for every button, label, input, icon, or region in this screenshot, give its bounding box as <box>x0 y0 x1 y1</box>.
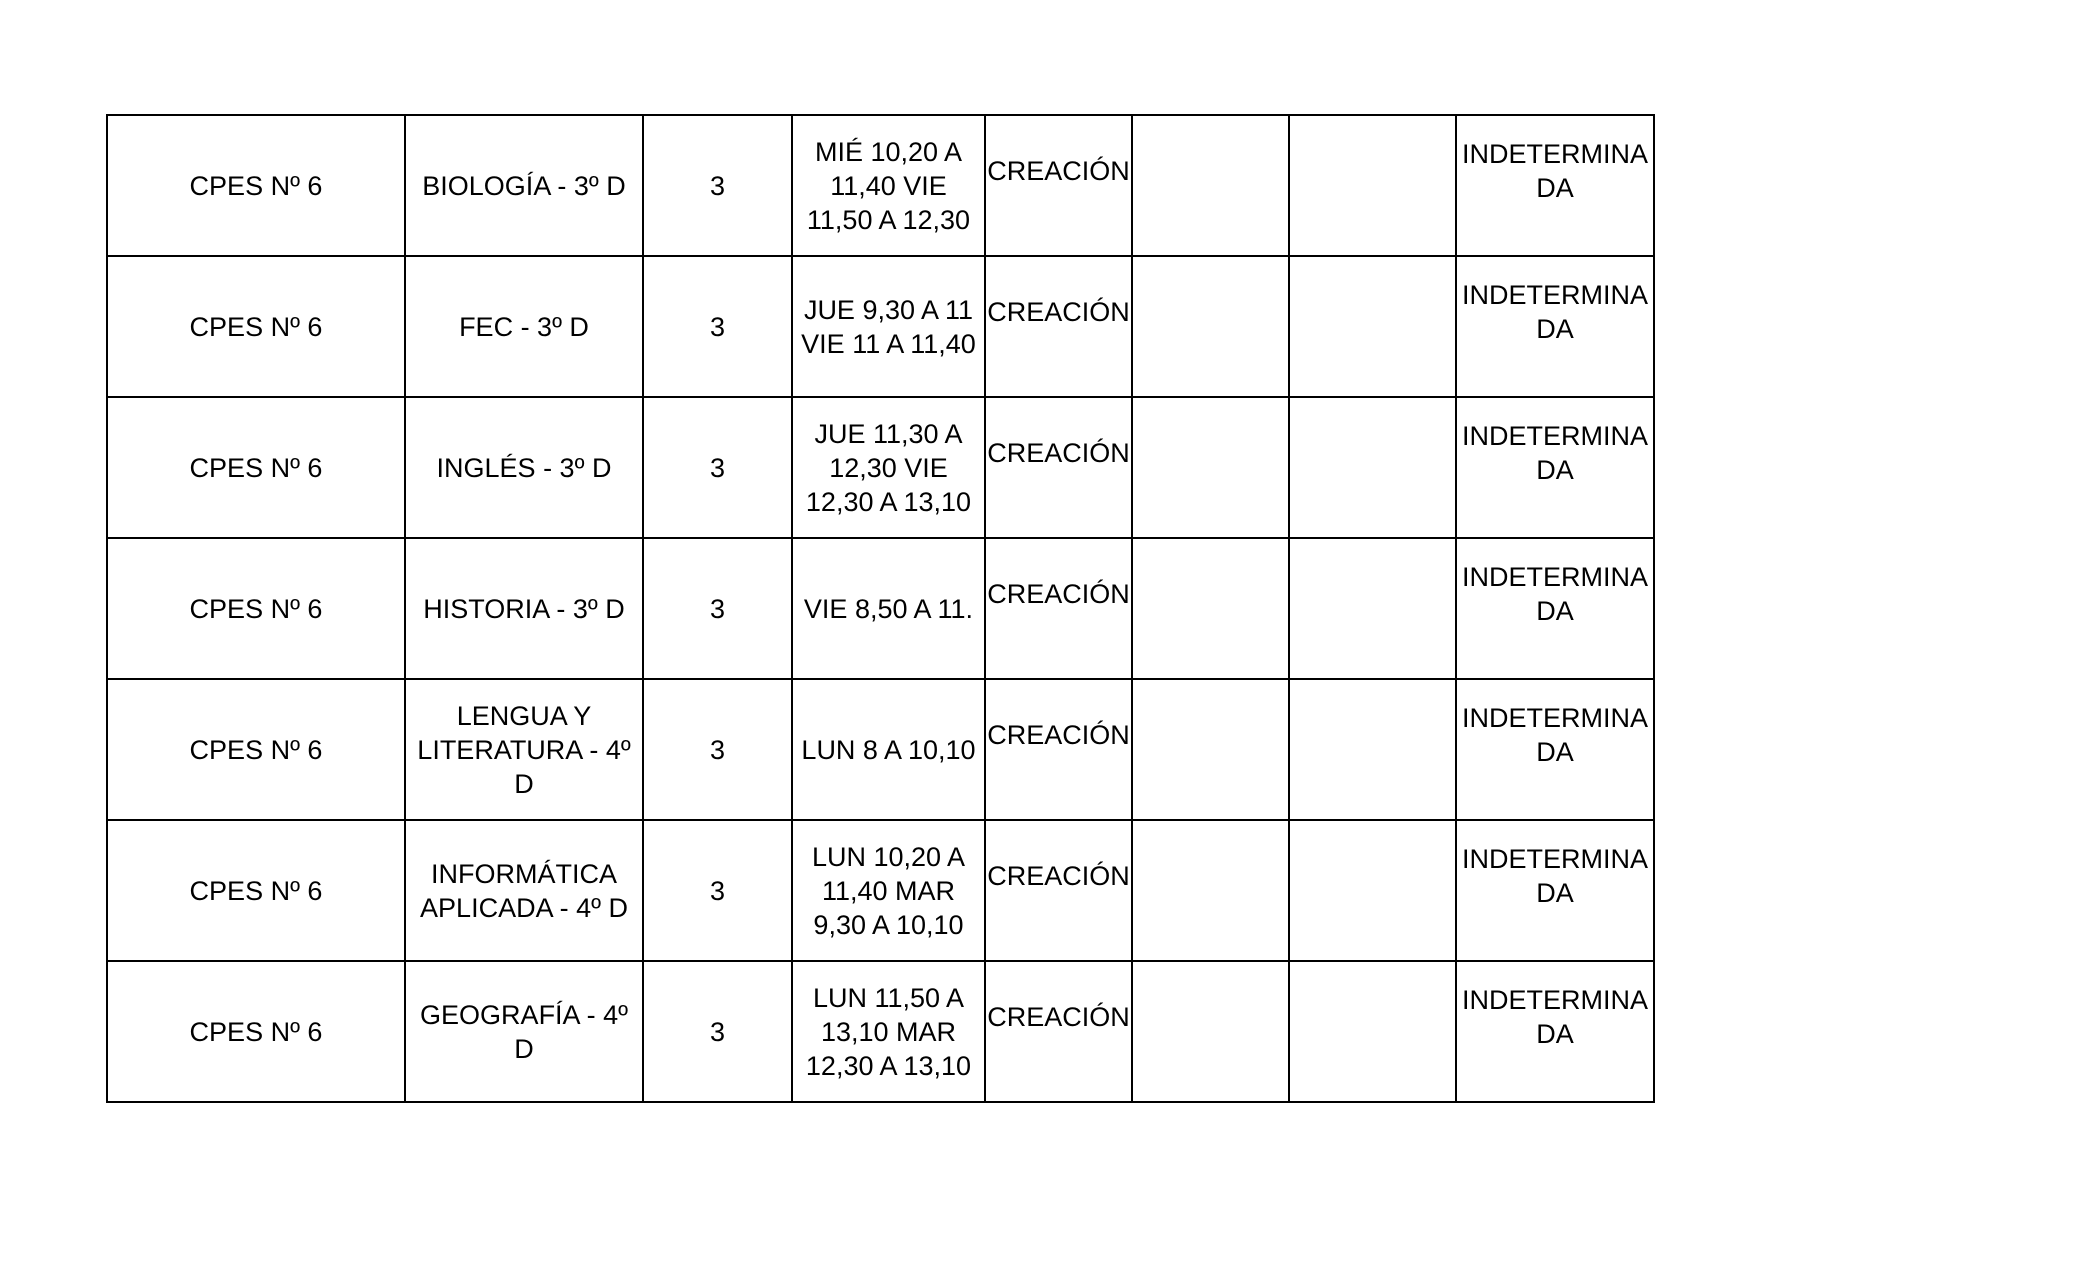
type-text: CREACIÓN <box>987 437 1130 468</box>
type-cell <box>985 820 1132 961</box>
table-row <box>107 397 1654 538</box>
empty-cell <box>1132 538 1289 679</box>
school-text: CPES Nº 6 <box>189 311 323 342</box>
empty-cell <box>1132 961 1289 1102</box>
type-text: CREACIÓN <box>987 719 1130 750</box>
duration-cell <box>1456 679 1654 820</box>
table-body <box>107 115 1654 1102</box>
duration-cell <box>1456 115 1654 256</box>
school-text: CPES Nº 6 <box>189 593 323 624</box>
subject-text: FEC - 3º D <box>459 311 589 342</box>
duration-text: INDETERMINADA <box>1461 702 1648 767</box>
school-cell <box>107 397 405 538</box>
school-text: CPES Nº 6 <box>189 452 323 483</box>
hours-text: 3 <box>709 452 726 483</box>
empty-cell <box>1289 115 1456 256</box>
empty-cell <box>1132 115 1289 256</box>
type-cell <box>985 961 1132 1102</box>
duration-cell <box>1456 820 1654 961</box>
schedule-cell <box>792 538 985 679</box>
subject-cell <box>405 961 643 1102</box>
hours-cell <box>643 679 792 820</box>
hours-text: 3 <box>709 311 726 342</box>
school-text: CPES Nº 6 <box>189 734 323 765</box>
hours-text: 3 <box>709 734 726 765</box>
empty-cell <box>1289 538 1456 679</box>
table-row <box>107 256 1654 397</box>
hours-cell <box>643 961 792 1102</box>
school-text: CPES Nº 6 <box>189 875 323 906</box>
subject-cell <box>405 397 643 538</box>
schedule-text: LUN 8 A 10,10 <box>801 734 976 765</box>
table-row <box>107 679 1654 820</box>
subject-cell <box>405 538 643 679</box>
type-text: CREACIÓN <box>987 860 1130 891</box>
subject-text: HISTORIA - 3º D <box>423 593 625 624</box>
subject-cell <box>405 679 643 820</box>
duration-text: INDETERMINADA <box>1461 420 1648 485</box>
hours-cell <box>643 256 792 397</box>
empty-cell <box>1289 820 1456 961</box>
schedule-table <box>106 114 1655 1103</box>
schedule-text: MIÉ 10,20 A 11,40 VIE 11,50 A 12,30 <box>806 136 971 235</box>
duration-text: INDETERMINADA <box>1461 561 1648 626</box>
duration-cell <box>1456 256 1654 397</box>
school-cell <box>107 820 405 961</box>
school-text: CPES Nº 6 <box>189 170 323 201</box>
type-text: CREACIÓN <box>987 155 1130 186</box>
empty-cell <box>1132 397 1289 538</box>
school-cell <box>107 679 405 820</box>
table-row <box>107 115 1654 256</box>
table-row <box>107 961 1654 1102</box>
duration-cell <box>1456 961 1654 1102</box>
table-row <box>107 820 1654 961</box>
schedule-cell <box>792 961 985 1102</box>
type-text: CREACIÓN <box>987 578 1130 609</box>
type-text: CREACIÓN <box>987 296 1130 327</box>
duration-text: INDETERMINADA <box>1461 843 1648 908</box>
school-cell <box>107 256 405 397</box>
type-cell <box>985 397 1132 538</box>
schedule-cell <box>792 679 985 820</box>
empty-cell <box>1132 820 1289 961</box>
hours-text: 3 <box>709 170 726 201</box>
schedule-text: VIE 8,50 A 11. <box>803 593 974 624</box>
duration-cell <box>1456 538 1654 679</box>
duration-text: INDETERMINADA <box>1461 984 1648 1049</box>
school-text: CPES Nº 6 <box>189 1016 323 1047</box>
subject-cell <box>405 256 643 397</box>
type-cell <box>985 538 1132 679</box>
hours-text: 3 <box>709 1016 726 1047</box>
schedule-cell <box>792 397 985 538</box>
subject-cell <box>405 820 643 961</box>
duration-text: INDETERMINADA <box>1461 279 1648 344</box>
schedule-cell <box>792 115 985 256</box>
empty-cell <box>1132 679 1289 820</box>
subject-text: GEOGRAFÍA - 4º D <box>420 999 628 1064</box>
schedule-text: LUN 11,50 A 13,10 MAR 12,30 A 13,10 <box>805 982 972 1081</box>
hours-cell <box>643 115 792 256</box>
subject-text: INGLÉS - 3º D <box>436 452 612 483</box>
empty-cell <box>1289 961 1456 1102</box>
empty-cell <box>1132 256 1289 397</box>
hours-cell <box>643 538 792 679</box>
duration-cell <box>1456 397 1654 538</box>
empty-cell <box>1289 397 1456 538</box>
type-cell <box>985 115 1132 256</box>
type-cell <box>985 679 1132 820</box>
schedule-cell <box>792 256 985 397</box>
schedule-cell <box>792 820 985 961</box>
empty-cell <box>1289 679 1456 820</box>
school-cell <box>107 115 405 256</box>
subject-text: LENGUA Y LITERATURA - 4º D <box>417 700 631 799</box>
school-cell <box>107 538 405 679</box>
duration-text: INDETERMINADA <box>1461 138 1648 203</box>
school-cell <box>107 961 405 1102</box>
type-cell <box>985 256 1132 397</box>
schedule-text: LUN 10,20 A 11,40 MAR 9,30 A 10,10 <box>811 841 966 940</box>
schedule-text: JUE 11,30 A 12,30 VIE 12,30 A 13,10 <box>805 418 972 517</box>
hours-text: 3 <box>709 875 726 906</box>
hours-cell <box>643 820 792 961</box>
type-text: CREACIÓN <box>987 1001 1130 1032</box>
empty-cell <box>1289 256 1456 397</box>
subject-text: BIOLOGÍA - 3º D <box>422 170 626 201</box>
subject-text: INFORMÁTICA APLICADA - 4º D <box>420 858 628 923</box>
hours-cell <box>643 397 792 538</box>
subject-cell <box>405 115 643 256</box>
schedule-text: JUE 9,30 A 11 VIE 11 A 11,40 <box>801 294 976 359</box>
table-row <box>107 538 1654 679</box>
hours-text: 3 <box>709 593 726 624</box>
